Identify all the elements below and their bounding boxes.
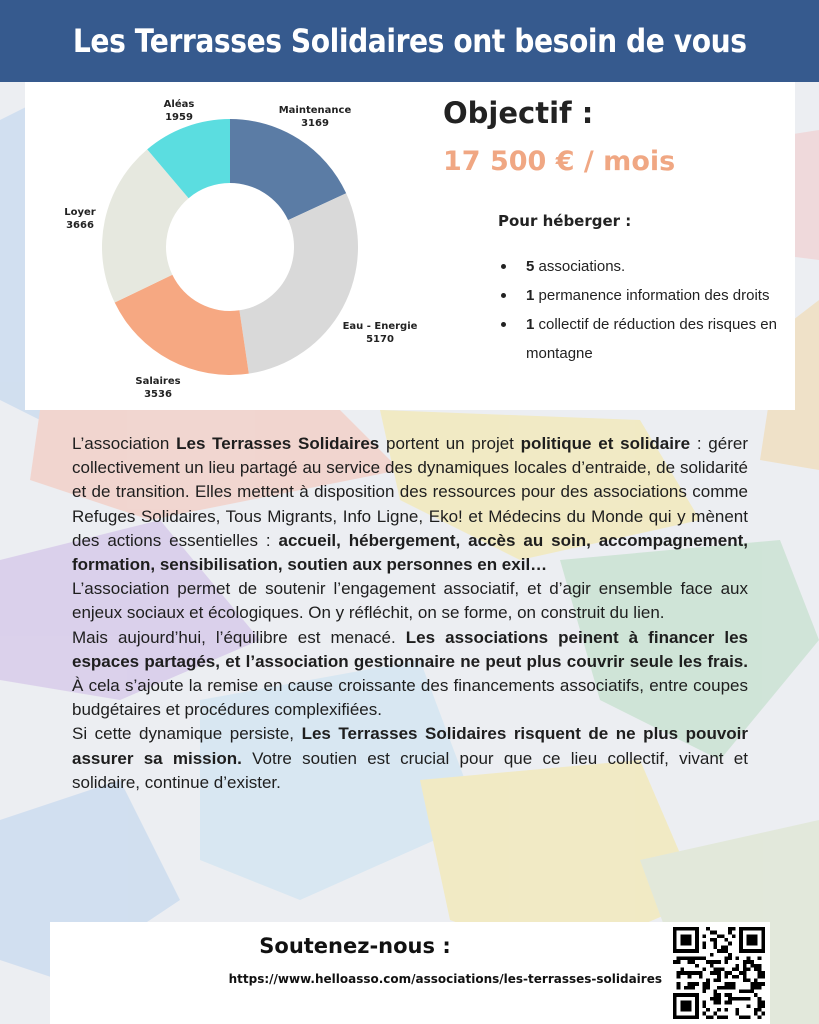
objective-amount: 17 500 € / mois: [443, 146, 676, 177]
paragraph-appeal: [72, 722, 748, 795]
hosting-text: permanence information des droits: [534, 287, 770, 304]
text-run-bold: Les Terrasses Solidaires risquent de ne plus pouvoir assurer sa mission.: [72, 724, 748, 768]
slice-label: Maintenance: [278, 105, 352, 116]
text-run: Votre soutien est crucial pour que ce lieu collectif, vivant et solidaire, continue d’exister.: [72, 748, 748, 792]
slice-value: 3536: [144, 389, 172, 400]
slice-value: 3169: [301, 118, 329, 129]
text-run-bold: Les Terrasses Solidaires: [176, 434, 380, 453]
text-run: portent un projet: [379, 434, 521, 453]
list-item: [498, 281, 788, 310]
hosting-list: [498, 252, 788, 368]
text-run-bold: Les associations peinent à financer les espaces partagés, et l’association gestionnaire ne peut plus couvrir seule les frais.: [72, 627, 749, 671]
objective-title: Objectif :: [443, 96, 594, 130]
hosting-count: 5: [526, 258, 535, 275]
slice-value: 3666: [66, 220, 94, 231]
text-run-bold: accueil, hébergement, accès au soin, accompagnement, formation, sensibilisation, soutien aux personnes en exil…: [72, 530, 748, 575]
text-run: Si cette dynamique persiste,: [72, 724, 302, 744]
slice-label: Eau - Energie: [342, 321, 418, 332]
donation-link[interactable]: https://www.helloasso.com/associations/les-terrasses-solidaires: [228, 972, 662, 986]
slice-label: Aléas: [163, 99, 195, 110]
slice-value: 1959: [165, 112, 193, 123]
list-item: [498, 310, 788, 368]
page-title: Les Terrasses Solidaires ont besoin de vous: [72, 22, 747, 60]
budget-panel: [25, 82, 795, 410]
text-run: À cela s’ajoute la remise en cause croissante des financements associatifs, entre coupes budgétaires et procédures complexifiées.: [72, 676, 748, 720]
qr-code-icon[interactable]: [673, 927, 765, 1019]
page-header: [0, 0, 819, 82]
slice-value: 5170: [366, 334, 394, 345]
hosting-title: Pour héberger :: [498, 212, 632, 230]
paragraph-mission: [72, 432, 748, 577]
slice-label: Loyer: [64, 207, 96, 218]
support-title: Soutenez-nous :: [259, 934, 451, 958]
paragraph-engagement: L’association permet de soutenir l’engagement associatif, et d’agir ensemble face aux enjeux sociaux et écologiques. On y réfléchit, on se forme, on construit du lien.: [72, 579, 748, 623]
hosting-count: 1: [526, 287, 535, 304]
hosting-text: associations.: [534, 258, 626, 275]
text-run: L’association: [72, 434, 177, 453]
body-text: [72, 432, 748, 795]
text-run: : gérer collectivement un lieu partagé au service des dynamiques locales d’entraide, de solidarité et de transition. Elles mettent à disposition des ressources pour des associations comme Refuges Solidaires, Tous Migrants, Info Ligne, Eko! et Médecins du Monde qui y mènent des actions essentielles :: [72, 434, 748, 550]
list-item: [498, 252, 788, 281]
text-run-bold: politique et solidaire: [520, 434, 691, 453]
hosting-text: collectif de réduction des risques en montagne: [526, 316, 777, 362]
support-footer: [50, 922, 770, 1024]
donut-slice-eau-energie: [239, 193, 358, 373]
slice-label: Salaires: [135, 376, 181, 387]
text-run: Mais aujourd’hui, l’équilibre est menacé.: [72, 627, 406, 647]
paragraph-threat: [72, 626, 748, 723]
budget-donut-chart: [25, 82, 445, 410]
hosting-count: 1: [526, 316, 535, 333]
